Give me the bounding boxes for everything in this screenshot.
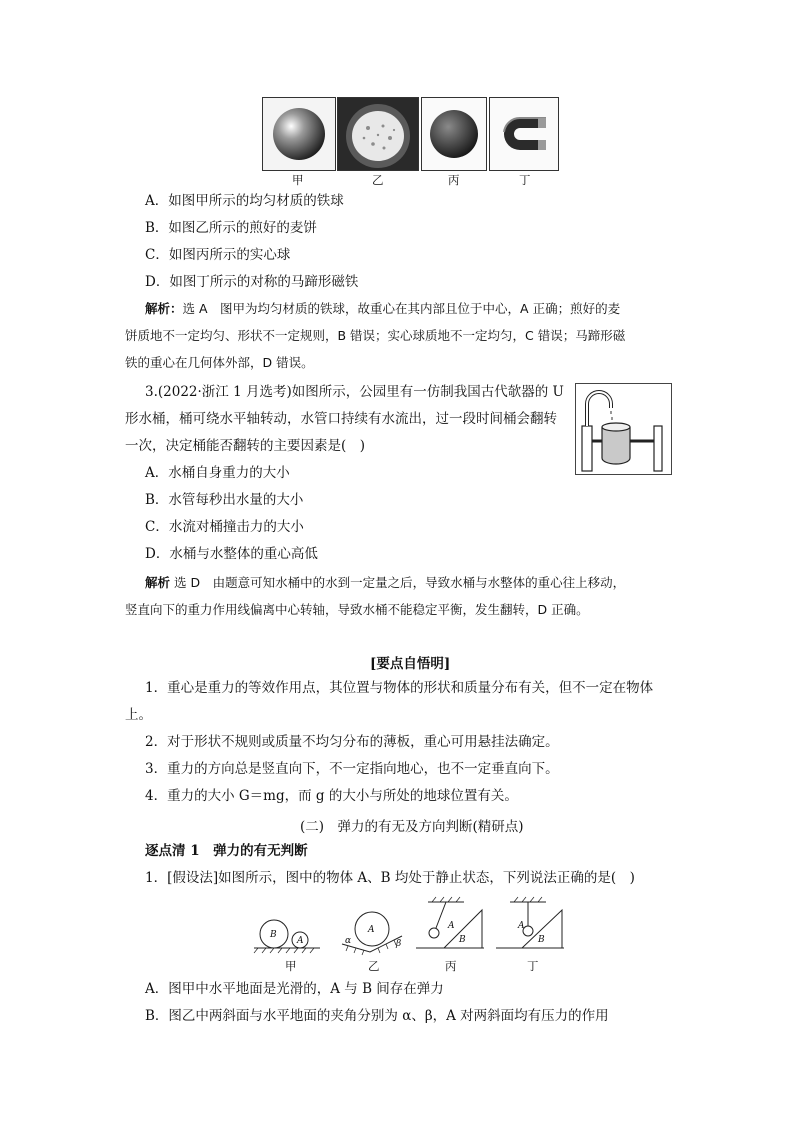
section-q1-option-b: B．图乙中两斜面与水平地面的夹角分别为 α、β，A 对两斜面均有压力的作用 (145, 1008, 609, 1024)
caption-bing: 丙 (448, 173, 460, 187)
image-pancake (337, 97, 419, 171)
fig-caption-bing: 丙 (445, 959, 457, 973)
label-b: B (270, 930, 277, 940)
q2-analysis-line-1: 解析：选 A 图甲为均匀材质的铁球，故重心在其内部且位于中心，A 正确；煎好的麦 (145, 301, 621, 316)
q3-analysis-line-1: 解析 选 D 由题意可知水桶中的水到一定量之后，导致水桶与水整体的重心往上移动， (145, 575, 626, 590)
svg-text:B: B (459, 935, 466, 945)
caption-ding: 丁 (519, 173, 531, 187)
label-a: A (297, 936, 304, 946)
summary-item-1-cont: 上。 (125, 707, 152, 723)
svg-text:A: A (448, 921, 455, 931)
q3-option-c: C．水流对桶撞击力的大小 (145, 519, 304, 535)
figure-elastic-force (252, 896, 570, 958)
q3-option-b: B．水管每秒出水量的大小 (145, 492, 304, 508)
q3-stem-line-3: 一次，决定桶能否翻转的主要因素是( ) (125, 438, 366, 454)
svg-text:α: α (345, 936, 352, 946)
image-iron-ball (262, 97, 336, 171)
q3-stem-line-1: 3.(2022·浙江 1 月选考)如图所示，公园里有一仿制我国古代欹器的 U (145, 384, 564, 400)
summary-item-1: 1．重心是重力的等效作用点，其位置与物体的形状和质量分布有关，但不一定在物体 (145, 680, 654, 696)
q2-option-b: B．如图乙所示的煎好的麦饼 (145, 220, 317, 236)
q2-option-a: A．如图甲所示的均匀材质的铁球 (145, 193, 344, 209)
q3-analysis-line-2: 竖直向下的重力作用线偏离中心转轴，导致水桶不能稳定平衡，发生翻转，D 正确。 (125, 602, 589, 617)
summary-item-3: 3．重力的方向总是竖直向下，不一定指向地心，也不一定垂直向下。 (145, 761, 559, 777)
analysis-label: 解析： (145, 301, 183, 316)
q2-option-d: D．如图丁所示的对称的马蹄形磁铁 (145, 274, 359, 290)
summary-title: [要点自悟明] (370, 656, 451, 672)
fig-caption-ding: 丁 (527, 959, 539, 973)
q3-stem-line-2: 形水桶，桶可绕水平轴转动，水管口持续有水流出，过一段时间桶会翻转 (125, 411, 557, 427)
figure-u-bucket (575, 383, 672, 475)
image-horseshoe-magnet (489, 97, 559, 171)
fig-caption-yi: 乙 (368, 959, 380, 973)
q3-option-a: A．水桶自身重力的大小 (145, 465, 290, 481)
svg-text:B: B (538, 935, 545, 945)
svg-text:β: β (396, 939, 402, 949)
summary-item-2: 2．对于形状不规则或质量不均匀分布的薄板，重心可用悬挂法确定。 (145, 734, 559, 750)
q2-option-c: C．如图丙所示的实心球 (145, 247, 291, 263)
svg-text:A: A (518, 921, 525, 931)
fig-caption-jia: 甲 (285, 959, 297, 973)
q2-analysis-line-2: 饼质地不一定均匀、形状不一定规则，B 错误；实心球质地不一定均匀，C 错误；马蹄形磁 (125, 328, 626, 343)
q3-option-d: D．水桶与水整体的重心高低 (145, 546, 318, 562)
caption-jia: 甲 (292, 173, 304, 187)
image-solid-ball (421, 97, 487, 171)
section-subtitle: 逐点清 1 弹力的有无判断 (145, 843, 308, 859)
analysis-label: 解析 (145, 575, 171, 590)
section-q1-stem: 1．[假设法]如图所示，图中的物体 A、B 均处于静止状态，下列说法正确的是( ) (145, 870, 635, 886)
section-q1-option-a: A．图甲中水平地面是光滑的，A 与 B 间存在弹力 (145, 981, 444, 997)
summary-item-4: 4．重力的大小 G＝mg，而 g 的大小与所处的地球位置有关。 (145, 788, 518, 804)
svg-text:A: A (368, 925, 375, 935)
q2-analysis-line-3: 铁的重心在几何体外部，D 错误。 (125, 355, 314, 370)
caption-yi: 乙 (372, 173, 384, 187)
section-title: (二) 弹力的有无及方向判断(精研点) (300, 819, 524, 835)
